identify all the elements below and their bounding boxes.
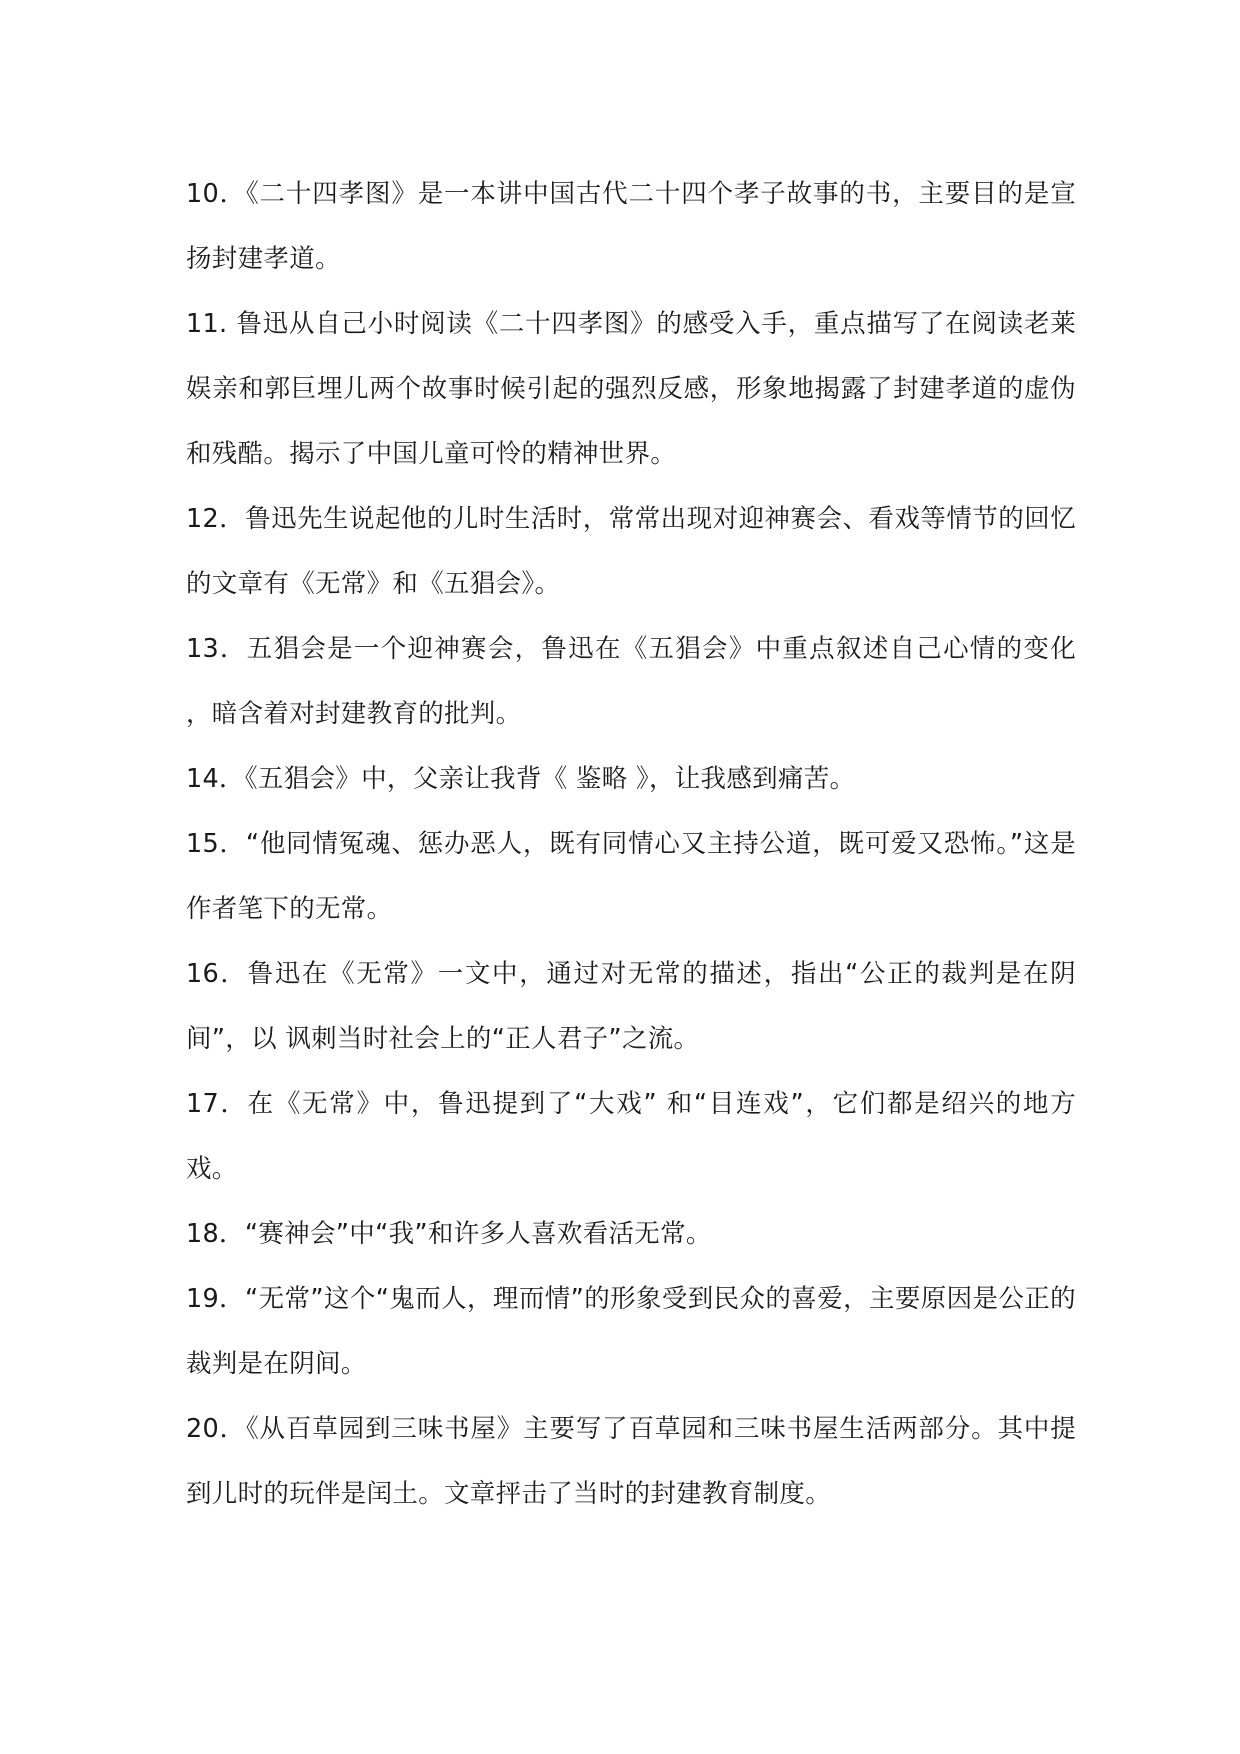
list-item-15: 15．“他同情冤魂、惩办恶人，既有同情心又主持公道，既可爱又恐怖。”这是作者笔下的无常。 (186, 829, 1076, 924)
list-item-17: 17．在《无常》中，鲁迅提到了“大戏” 和“目连戏”，它们都是绍兴的地方戏。 (186, 1089, 1076, 1184)
list-item-10: 10．《二十四孝图》是一本讲中国古代二十四个孝子故事的书，主要目的是宣扬封建孝道。 (186, 179, 1076, 274)
list-item-16: 16．鲁迅在《无常》一文中，通过对无常的描述，指出“公正的裁判是在阴间”，以 讽刺当时社会上的“正人君子”之流。 (186, 959, 1076, 1054)
list-item-19: 19．“无常”这个“鬼而人，理而情”的形象受到民众的喜爱，主要原因是公正的裁判是在阴间。 (186, 1284, 1076, 1379)
list-item-12: 12．鲁迅先生说起他的儿时生活时，常常出现对迎神赛会、看戏等情节的回忆的文章有《无常》和《五猖会》。 (186, 504, 1076, 599)
list-item-14: 14．《五猖会》中，父亲让我背《 鉴略 》，让我感到痛苦。 (186, 764, 856, 794)
question-list (186, 162, 1076, 1527)
list-item-18: 18．“赛神会”中“我”和许多人喜欢看活无常。 (186, 1219, 712, 1249)
list-item-20: 20．《从百草园到三味书屋》主要写了百草园和三味书屋生活两部分。其中提到儿时的玩伴是闰土。文章抨击了当时的封建教育制度。 (186, 1414, 1076, 1509)
list-item-11: 11. 鲁迅从自己小时阅读《二十四孝图》的感受入手，重点描写了在阅读老莱娱亲和郭巨埋儿两个故事时候引起的强烈反感，形象地揭露了封建孝道的虚伪和残酷。揭示了中国儿童可怜的精神世界。 (186, 309, 1076, 469)
list-item-13: 13．五猖会是一个迎神赛会，鲁迅在《五猖会》中重点叙述自己心情的变化 ，暗含着对封建教育的批判。 (186, 634, 1076, 729)
